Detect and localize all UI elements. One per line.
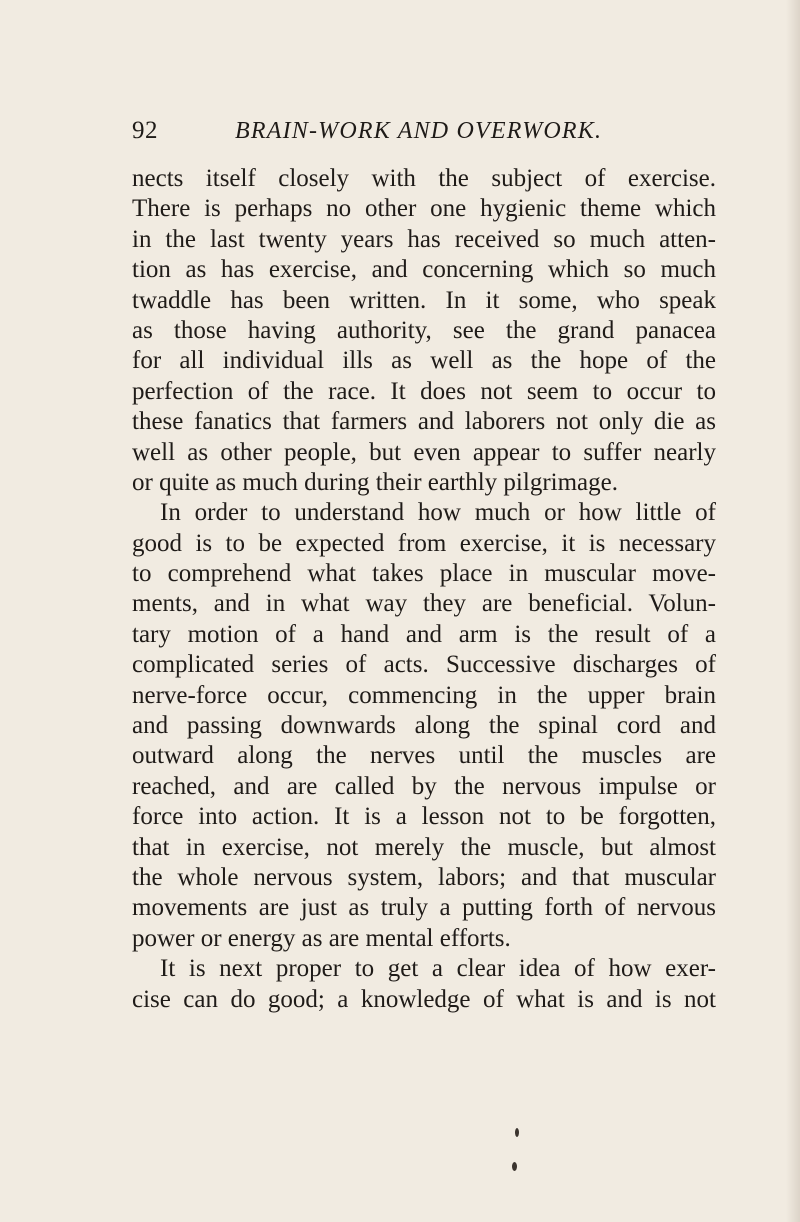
text-line: tary motion of a hand and arm is the result of a — [132, 620, 716, 648]
text-line: ments, and in what way they are beneficial. Volun- — [132, 590, 716, 618]
text-line: movements are just as truly a putting forth of nervous — [132, 894, 716, 922]
page-number: 92 — [132, 117, 158, 144]
text-line: reached, and are called by the nervous impulse or — [132, 772, 716, 800]
text-line: these fanatics that farmers and laborers not only die as — [132, 408, 716, 436]
text-line: twaddle has been written. In it some, who speak — [132, 286, 716, 314]
text-line: In order to understand how much or how little of — [160, 499, 716, 527]
text-line: tion as has exercise, and concerning which so much — [132, 256, 716, 284]
text-line: well as other people, but even appear to suffer nearly — [132, 438, 716, 466]
text-line: nerve-force occur, commencing in the upper brain — [132, 681, 716, 709]
text-line: or quite as much during their earthly pilgrimage. — [132, 468, 618, 496]
text-line: nects itself closely with the subject of exercise. — [132, 165, 716, 192]
text-line: good is to be expected from exercise, it is necessary — [132, 529, 716, 557]
text-line: complicated series of acts. Successive discharges of — [132, 651, 716, 679]
text-line: that in exercise, not merely the muscle, but almost — [132, 833, 716, 861]
text-line: in the last twenty years has received so much atten- — [132, 225, 716, 253]
text-line: the whole nervous system, labors; and that muscular — [132, 863, 716, 891]
ink-mark — [515, 1128, 519, 1137]
text-line: There is perhaps no other one hygienic theme which — [132, 195, 716, 223]
running-head: BRAIN-WORK AND OVERWORK. — [235, 118, 603, 144]
text-line: power or energy as are mental efforts. — [132, 924, 511, 952]
text-line: It is next proper to get a clear idea of how exer- — [160, 955, 716, 983]
ink-mark — [512, 1162, 517, 1171]
body-text — [132, 164, 716, 1015]
text-line: cise can do good; a knowledge of what is and is not — [132, 985, 716, 1013]
text-line: for all individual ills as well as the hope of the — [132, 347, 716, 375]
text-line: outward along the nerves until the muscles are — [132, 742, 716, 770]
page-header — [132, 115, 732, 147]
text-line: force into action. It is a lesson not to be forgotten, — [132, 803, 716, 831]
text-line: to comprehend what takes place in muscular move- — [132, 560, 716, 588]
text-line: as those having authority, see the grand panacea — [132, 316, 716, 344]
text-line: and passing downwards along the spinal cord and — [132, 712, 716, 740]
text-line: perfection of the race. It does not seem to occur to — [132, 377, 716, 405]
page-edge-shadow — [786, 0, 800, 1222]
